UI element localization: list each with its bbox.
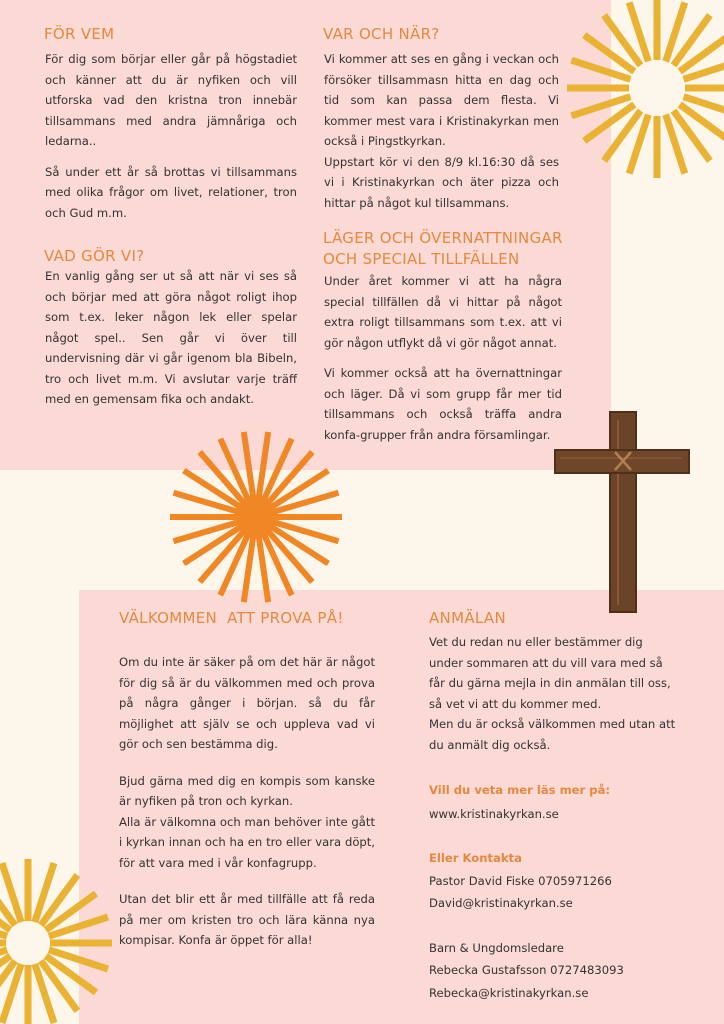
contact-2-role: Barn & Ungdomsledare [429,940,564,955]
sun-burst-icon-orange [165,430,345,605]
lager-heading-line-1: LÄGER OCH ÖVERNATTNINGAR [323,229,563,247]
var-och-nar-paragraph-1: Vi kommer att ses en gång i veckan och försöker tillsammasn hitta en dag och tid som kan passa dem flesta. Vi kommer mest vara i Kristinakyrkan men också i Pingstkyrkan. [324,52,559,148]
valkommen-paragraph-2b: Alla är välkomna och man behöver inte gått i kyrkan innan och ha en tro eller vara döpt, för att vara med i vår konfagrupp. [119,814,375,870]
sun-burst-icon-yellow [0,850,120,1024]
vad-gor-vi-heading: VAD GÖR VI? [44,247,145,265]
anmalan-text [429,632,679,1003]
lager-heading-line-2: OCH SPECIAL TILLFÄLLEN [323,250,520,268]
for-vem-paragraph-2: Så under ett år så brottas vi tillsammans med olika frågor om livet, relationer, tron och Gud m.m. [45,164,297,220]
sun-burst-icon-yellow [550,0,720,180]
contact-1-name: Pastor David Fiske 0705971266 [429,873,612,888]
sun-center [242,503,270,531]
contact-2-email[interactable]: Rebecka@kristinakyrkan.se [429,985,589,1000]
more-info-label: Vill du veta mer läs mer på: [429,783,611,797]
website-link[interactable]: www.kristinakyrkan.se [429,806,559,821]
var-och-nar-paragraph-2: Uppstart kör vi den 8/9 kl.16:30 då ses vi i Kristinakyrkan och äter pizza och hittar på något kul tillsammans. [324,154,559,210]
valkommen-paragraph-2a: Bjud gärna med dig en kompis som kanske är nyfiken på tron och kyrkan. [119,773,375,808]
wooden-cross-icon [552,410,692,615]
valkommen-paragraph-1: Om du inte är säker på om det här är något för dig så är du välkommen med och prova på några gånger i början. så du får möjlighet att själv se och uppleva vad vi gör och sen bestämma dig. [119,655,375,751]
lager-text [324,271,562,455]
lager-heading [323,228,563,270]
contact-2-name: Rebecka Gustafsson 0727483093 [429,963,624,977]
anmalan-heading: ANMÄLAN [429,609,506,627]
anmalan-paragraph-1: Vet du redan nu eller bestämmer dig under sommaren att du vill vara med så får du gärna mejla in din anmälan till oss, så vet vi att du kommer med. [429,635,671,711]
valkommen-text [119,652,375,961]
for-vem-text [45,49,297,233]
valkommen-paragraph-3: Utan det blir ett år med tillfälle att få reda på mer om kristen tro och lära känna nya kompisar. Konfa är öppet för alla! [119,892,375,947]
vad-gor-vi-paragraph-1: En vanlig gång ser ut så att när vi ses så och börjar med att göra något roligt ihop som t.ex. leker någon lek eller spelar något spel.. Sen går vi över till undervisning där vi går igenom bla Bibeln, tro och livet m.m. Vi avslutar varje träff med en gemensam fika och andakt. [45,269,297,406]
vad-gor-vi-text [45,266,297,420]
var-och-nar-text [324,49,559,223]
contact-label: Eller Kontakta [429,851,522,865]
lager-paragraph-2: Vi kommer också att ha övernattningar och läger. Då vi som grupp får mer tid tillsammans och också träffa andra konfa-grupper från andra församlingar. [324,366,562,442]
anmalan-paragraph-2: Men du är också välkommen med utan att du anmält dig också. [429,717,676,752]
for-vem-heading: FÖR VEM [44,25,115,43]
lager-paragraph-1: Under året kommer vi att ha några special tillfällen då vi hittar på något extra roligt tillsammans som t.ex. att vi gör någon utflykt då vi gör något annat. [324,274,562,350]
var-och-nar-heading: VAR OCH NÄR? [323,25,440,43]
for-vem-paragraph-1: För dig som börjar eller går på högstadiet och känner att du är nyfiken och vill utforska vad den kristna tron innebär tillsammans med andra jämnåriga och ledarna.. [45,52,297,148]
contact-1-email[interactable]: David@kristinakyrkan.se [429,896,573,910]
valkommen-heading: VÄLKOMMEN ATT PROVA PÅ! [119,609,344,627]
